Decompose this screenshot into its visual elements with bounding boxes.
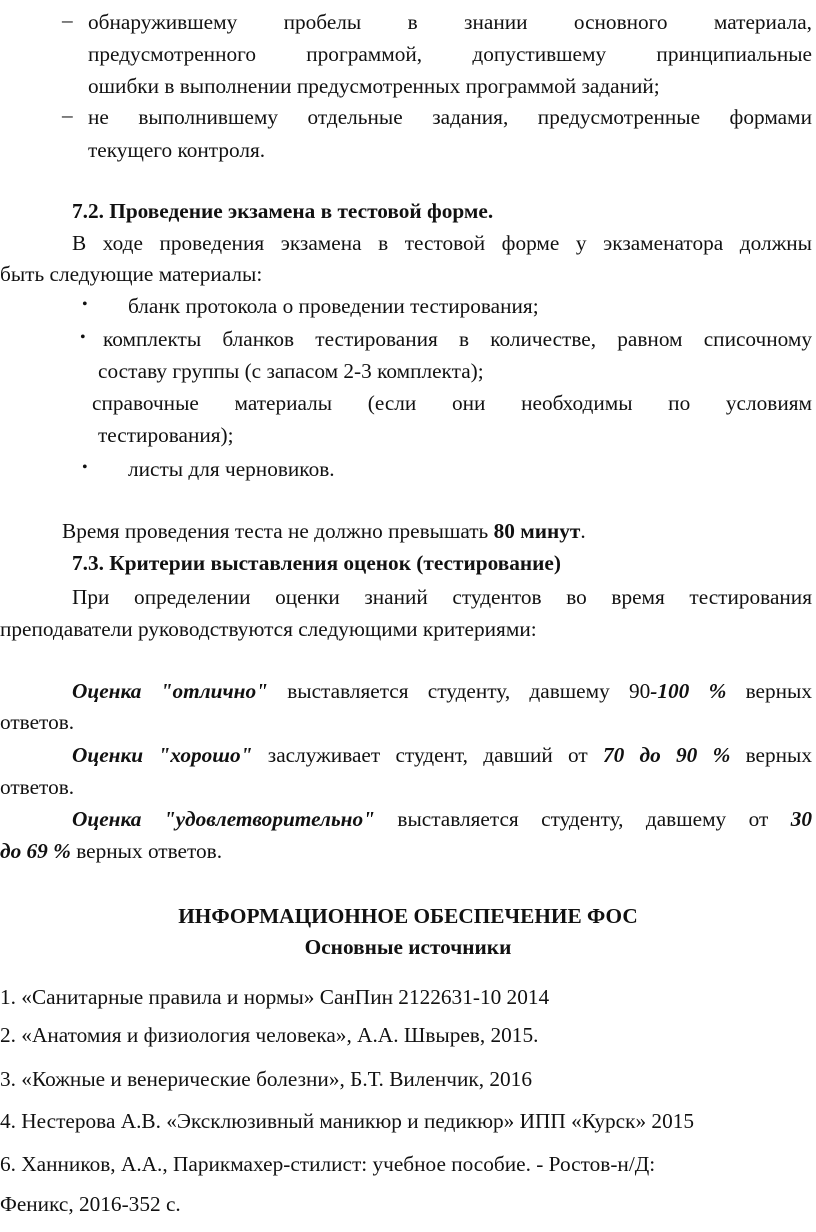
source-item: 4. Нестерова А.В. «Эксклюзивный маникюр и педикюр» ИПП «Курск» 2015 xyxy=(0,1109,695,1133)
source-item: 3. «Кожные и венерические болезни», Б.Т. Виленчик, 2016 xyxy=(0,1067,532,1091)
grade-excellent-line-1: Оценка "отлично" выставляется студенту, давшему 90-100 % верных xyxy=(72,679,812,703)
bullet-icon: • xyxy=(82,459,88,476)
grade-satisfactory-line-1: Оценка "удовлетворительно" выставляется студенту, давшему от 30 xyxy=(72,807,812,831)
dash-item-1-line-2: предусмотренного программой, допустившему принципиальные xyxy=(88,42,812,66)
dash-item-1-line-1: обнаружившему пробелы в знании основного материала, xyxy=(88,10,812,34)
grade-excellent-label: Оценка "отлично" xyxy=(72,679,268,703)
material-item-1: бланк протокола о проведении тестирования; xyxy=(128,294,539,318)
section-7-2-intro-line-1: В ходе проведения экзамена в тестовой форме у экзаменатора должны xyxy=(72,231,812,255)
material-item-3-line-2: тестирования); xyxy=(98,423,234,447)
dash-marker: – xyxy=(62,8,73,32)
grade-excellent-line-2: ответов. xyxy=(0,710,75,734)
grade-satisfactory-label: Оценка "удовлетворительно" xyxy=(72,807,375,831)
source-item: 2. «Анатомия и физиология человека», А.А. Швырев, 2015. xyxy=(0,1023,539,1047)
bullet-icon: • xyxy=(82,296,88,313)
material-item-2-line-1: комплекты бланков тестирования в количестве, равном списочному xyxy=(103,327,812,351)
material-item-4: листы для черновиков. xyxy=(128,457,335,481)
material-item-2-line-2: составу группы (с запасом 2-3 комплекта); xyxy=(98,359,484,383)
info-section-title: ИНФОРМАЦИОННОЕ ОБЕСПЕЧЕНИЕ ФОС xyxy=(178,904,638,928)
dash-item-1-line-3: ошибки в выполнении предусмотренных программой заданий; xyxy=(88,74,660,98)
test-time-value: 80 минут xyxy=(493,519,581,543)
source-item: Феникс, 2016-352 с. xyxy=(0,1192,181,1216)
section-7-2-heading: 7.2. Проведение экзамена в тестовой форме. xyxy=(72,199,494,223)
dash-item-2-line-2: текущего контроля. xyxy=(88,138,266,162)
grade-good-line-2: ответов. xyxy=(0,775,75,799)
section-7-3-intro-line-2: преподаватели руководствуются следующими критериями: xyxy=(0,617,537,641)
dash-item-2-line-1: не выполнившему отдельные задания, предусмотренные формами xyxy=(88,105,812,129)
section-7-2-intro-line-2: быть следующие материалы: xyxy=(0,262,263,286)
bullet-icon: • xyxy=(80,329,86,346)
grade-good-label: Оценки "хорошо" xyxy=(72,743,253,767)
material-item-3-line-1: справочные материалы (если они необходимы по условиям xyxy=(92,391,812,415)
grade-satisfactory-line-2: до 69 % верных ответов. xyxy=(0,839,223,863)
test-time-line: Время проведения теста не должно превышать 80 минут. xyxy=(62,519,586,543)
source-item: 6. Ханников, А.А., Парикмахер-стилист: учебное пособие. - Ростов-н/Д: xyxy=(0,1152,656,1176)
section-7-3-intro-line-1: При определении оценки знаний студентов во время тестирования xyxy=(72,585,812,609)
dash-marker: – xyxy=(62,103,73,127)
section-7-3-heading: 7.3. Критерии выставления оценок (тестирование) xyxy=(72,551,561,575)
grade-good-line-1: Оценки "хорошо" заслуживает студент, давший от 70 до 90 % верных xyxy=(72,743,812,767)
source-item: 1. «Санитарные правила и нормы» СанПин 2122631-10 2014 xyxy=(0,985,550,1009)
info-section-subtitle: Основные источники xyxy=(304,935,512,959)
